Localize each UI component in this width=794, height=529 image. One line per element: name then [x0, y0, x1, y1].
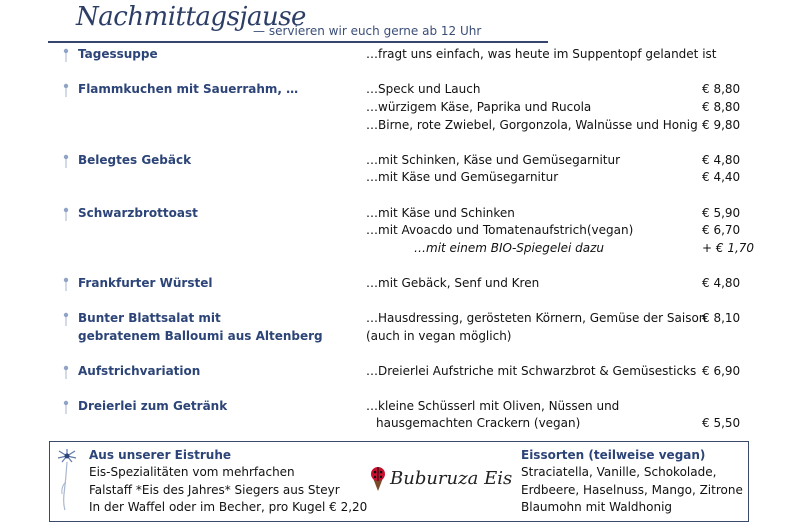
cornflower-icon [56, 448, 78, 514]
flower-icon [62, 277, 70, 291]
flower-icon [62, 312, 70, 326]
item-name: Frankfurter Würstel [78, 276, 213, 290]
item-price: € 9,80 [702, 118, 741, 132]
item-price: + € 1,70 [702, 241, 755, 255]
item-price: € 6,90 [702, 364, 741, 378]
item-name: Dreierlei zum Getränk [78, 399, 228, 413]
icebox-left-title: Aus unserer Eistruhe [89, 448, 232, 462]
item-desc: …mit Avoacdo und Tomatenaufstrich(vegan) [366, 223, 634, 237]
flower-icon [62, 207, 70, 221]
icebox-left-line: Eis-Spezialitäten vom mehrfachen [89, 465, 295, 479]
item-desc: …Hausdressing, gerösteten Körnern, Gemüse der Saison [366, 311, 707, 325]
item-desc: …Birne, rote Zwiebel, Gorgonzola, Walnüsse und Honig [366, 118, 698, 132]
title-rule [48, 41, 548, 43]
item-name: Aufstrichvariation [78, 364, 201, 378]
item-price: € 8,80 [702, 100, 741, 114]
page-subtitle: — servieren wir euch gerne ab 12 Uhr [253, 24, 482, 38]
flower-icon [62, 400, 70, 414]
logo-text: Buburuza Eis [390, 468, 513, 489]
icebox-left-line: Falstaff *Eis des Jahres* Siegers aus Steyr [89, 483, 340, 497]
item-desc: …würzigem Käse, Paprika und Rucola [366, 100, 592, 114]
item-name-continued: gebratenem Balloumi aus Altenberg [78, 329, 323, 343]
item-price: € 5,90 [702, 206, 741, 220]
item-price: € 8,10 [702, 311, 741, 325]
item-price: € 4,80 [702, 153, 741, 167]
flower-icon [62, 365, 70, 379]
flower-icon [62, 48, 70, 62]
ladybug-icon [369, 466, 387, 492]
item-desc: …mit Käse und Schinken [366, 206, 515, 220]
item-price: € 4,40 [702, 170, 741, 184]
item-price: € 5,50 [702, 416, 741, 430]
item-name: Schwarzbrottoast [78, 206, 198, 220]
item-name: Bunter Blattsalat mit [78, 311, 221, 325]
page-title: Nachmittagsjause [76, 2, 306, 32]
item-name: Flammkuchen mit Sauerrahm, … [78, 82, 299, 96]
item-desc: …mit Schinken, Käse und Gemüsegarnitur [366, 153, 621, 167]
item-desc: …Dreierlei Aufstriche mit Schwarzbrot & Gemüsesticks [366, 364, 697, 378]
item-desc: hausgemachten Crackern (vegan) [376, 416, 581, 430]
item-price: € 4,80 [702, 276, 741, 290]
icebox-right-line: Blaumohn mit Waldhonig [521, 500, 673, 514]
item-desc: …fragt uns einfach, was heute im Suppentopf gelandet ist [366, 47, 717, 61]
flower-icon [62, 154, 70, 168]
item-desc: (auch in vegan möglich) [366, 329, 512, 343]
item-desc: …mit Käse und Gemüsegarnitur [366, 170, 559, 184]
item-name: Belegtes Gebäck [78, 153, 192, 167]
icebox-left-line: In der Waffel oder im Becher, pro Kugel € 2,20 [89, 500, 368, 514]
item-price: € 6,70 [702, 223, 741, 237]
icebox-right-title: Eissorten (teilweise vegan) [521, 448, 706, 462]
item-name: Tagessuppe [78, 47, 158, 61]
item-desc: …Speck und Lauch [366, 82, 481, 96]
item-price: € 8,80 [702, 82, 741, 96]
icebox-right-line: Straciatella, Vanille, Schokolade, [521, 465, 717, 479]
item-desc: …mit Gebäck, Senf und Kren [366, 276, 540, 290]
flower-icon [62, 83, 70, 97]
item-desc: …kleine Schüsserl mit Oliven, Nüssen und [366, 399, 620, 413]
item-desc: …mit einem BIO-Spiegelei dazu [414, 241, 604, 255]
icebox-right-line: Erdbeere, Haselnuss, Mango, Zitrone [521, 483, 743, 497]
